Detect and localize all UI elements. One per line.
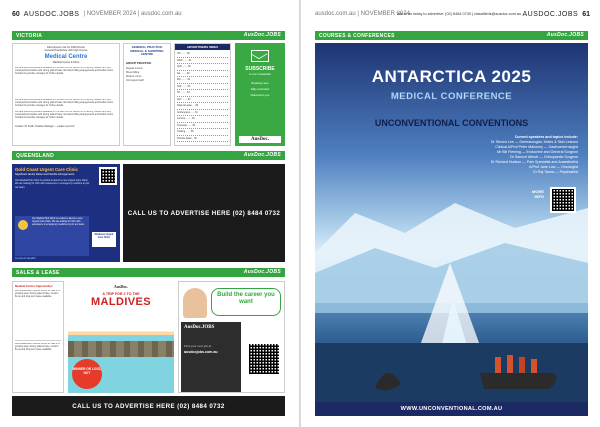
opp-body: Well established medical centre for sale in a growing area. Strong patient base, modern fit-out and long-term lease available. xyxy=(15,290,60,299)
urgent-care-ad xyxy=(12,164,120,262)
index-item: NSW ........ 61 xyxy=(177,58,228,65)
subscribe-bullet: Daily email alert xyxy=(250,88,270,91)
jobs-card xyxy=(181,322,241,392)
section-brand: AusDoc.JOBS xyxy=(243,269,281,275)
mid-bullet: Modern rooms xyxy=(126,74,142,78)
section-brand: AusDoc.JOBS xyxy=(243,152,281,158)
conference-subtitle: MEDICAL CONFERENCE xyxy=(390,91,513,102)
section-queensland xyxy=(12,151,285,160)
centre-line: General Practitioner with high income xyxy=(44,49,88,53)
index-item: Locums ......... 64 xyxy=(177,116,228,123)
mid-sub: GROUP PRACTICE xyxy=(126,60,152,65)
mid-bullet: Regular income xyxy=(126,66,143,70)
index-item: Training ....... 65 xyxy=(177,129,228,136)
subscribe-ad xyxy=(235,43,285,146)
medical-centre-ad xyxy=(12,43,120,146)
page-number: 60 xyxy=(12,10,20,18)
find-text: Find your next job at xyxy=(184,344,212,348)
section-title: COURSES & CONFERENCES xyxy=(319,32,395,39)
conference-qr-code[interactable] xyxy=(550,187,576,213)
clinic-body: Our Medical Hub Clinic is excited to launch a new Urgent Care Clinic. We are looking for GPs with experience in emergency medicine to join our team. xyxy=(15,179,90,189)
trip-text: A TRIP FOR 2 TO THE xyxy=(102,292,140,296)
index-item: Overseas ....... 64 xyxy=(177,123,228,130)
subscribe-title: SUBSCRIBE xyxy=(245,66,275,72)
brand-name: AUSDOC.JOBS xyxy=(23,10,80,18)
advertise-here-banner-qld: CALL US TO ADVERTISE HERE (02) 8484 0732 xyxy=(123,164,285,262)
jobs-qr-code[interactable] xyxy=(247,342,281,376)
centre-contact: Contact: Dr Smith, Practice Manager — please send CV xyxy=(15,124,75,128)
connect-health-logo: Connect Health xyxy=(15,256,36,260)
index-item: Sales & Lease .... 60 xyxy=(177,103,228,110)
antarctica-conference-ad xyxy=(315,43,588,416)
section-brand: AusDoc.JOBS xyxy=(243,32,281,38)
section-brand: AusDoc.JOBS xyxy=(546,32,584,38)
index-item: NT ......... 63 xyxy=(177,90,228,97)
subscribe-bullet: Breaking news xyxy=(251,82,269,85)
conference-tagline: UNCONVENTIONAL CONVENTIONS xyxy=(374,118,529,128)
clock-icon xyxy=(18,220,28,230)
conference-url[interactable]: WWW.UNCONVENTIONAL.COM.AU xyxy=(315,402,588,416)
mid-bullets xyxy=(126,67,168,83)
more-info-label: MORE INFO xyxy=(532,189,544,199)
speaker-item: Clinical A/Prof Peter Mahoney — Gastroenterologist xyxy=(495,145,578,149)
winner-badge: WINNER OR LOSS, NOT xyxy=(72,359,102,389)
clinic-title: Gold Coast Urgent Care Clinic xyxy=(15,167,78,172)
jobs-url[interactable]: ausdocjobs.com.au xyxy=(184,350,218,354)
section-title: SALES & LEASE xyxy=(16,269,60,276)
index-title: ADVERTISERS INDEX xyxy=(175,44,230,50)
clinic-details xyxy=(15,216,89,256)
index-item: VIC ........ 60 xyxy=(177,51,228,58)
speaker-item: Dr Raj Tanna — Psychiatrist xyxy=(533,170,578,174)
mid-bullet: Full support staff xyxy=(126,78,144,82)
clinic-detail-text: Our Medical Hub Clinic is excited to launch a new Urgent Care Clinic. We are looking for GPs with experience in emergency medicine to join our team. xyxy=(32,218,85,227)
speaker-list xyxy=(418,135,578,175)
opp-title: Medical Centre Opportunity! xyxy=(15,284,53,288)
brand-name: AUSDOC.JOBS xyxy=(522,10,579,18)
opp-body-2: Well established medical centre for sale in a growing area. Strong patient base, modern fit-out and long-term lease available. xyxy=(15,343,60,352)
centre-line: Recruitment now for 2025 Doctor xyxy=(46,46,86,49)
right-page xyxy=(300,0,600,427)
subscribe-bullet: Delivered to you xyxy=(250,94,270,97)
overwater-villas xyxy=(68,341,174,357)
section-courses-conferences xyxy=(315,31,588,40)
subscribe-bullets xyxy=(238,81,282,99)
right-header-right xyxy=(523,8,590,20)
centre-lines xyxy=(15,46,117,53)
clinic-sub: Significant Hourly Rates and Flexible Arrangements xyxy=(15,173,75,176)
header-info: | NOVEMBER 2024 | ausdoc.com.au xyxy=(83,11,182,17)
section-title: VICTORIA xyxy=(16,32,43,39)
header-info: ausdoc.com.au | NOVEMBER 2024 xyxy=(315,11,410,17)
shopping-centre-ad xyxy=(123,43,171,146)
index-item: QLD ........ 60 xyxy=(177,64,228,71)
ausdoc-logo: AusDoc. xyxy=(239,136,281,143)
speaker-item: Dr Samuel Abbott — Orthopaedic Surgeon xyxy=(510,155,578,159)
index-item: TAS ........ 63 xyxy=(177,84,228,91)
speaker-item: A/Prof Jane Low — Oncologist xyxy=(529,165,578,169)
career-ad xyxy=(178,281,285,393)
conference-title: ANTARCTICA 2025 xyxy=(371,67,532,86)
speakers-title: Current speakers and topics include: xyxy=(514,135,578,139)
advertise-here-banner-sales: CALL US TO ADVERTISE HERE (02) 8484 0732 xyxy=(12,396,285,416)
index-list xyxy=(175,50,230,144)
centre-body-2: Full and part-time positions available for VR and non-VR doctors in a friendly, modern and fully computerised practice with strong patient base. Excellent billing arrangements and flexible hours. Contact the practice manager for further details. xyxy=(15,98,114,108)
left-header xyxy=(12,8,182,20)
subscribe-sub: to our newsletter xyxy=(248,72,272,76)
centre-line: Medical Centre & More xyxy=(52,60,80,64)
speaker-item: Dr Steven Lee — Dermatologist, Moles & Skin Lesions xyxy=(490,140,578,144)
promo-brand: AusDoc. xyxy=(113,284,129,289)
advertisers-index xyxy=(174,43,231,146)
index-item: Conferences ...... 61 xyxy=(177,110,228,117)
section-title: QUEENSLAND xyxy=(16,152,55,159)
index-item: Practice Sales .. 65 xyxy=(177,136,228,143)
section-sales-lease xyxy=(12,268,285,277)
centre-logo: Medical Centre xyxy=(44,53,88,60)
build-career-bubble: Build the career you want xyxy=(211,288,281,316)
medical-centre-opportunity-ad xyxy=(12,281,64,393)
maldives-text: MALDIVES xyxy=(90,296,152,308)
maldives-promo-ad xyxy=(68,281,174,393)
contact-info: Talk to us today to advertise: (02) 8484 0739 | classifieds@ausdoc.com.au xyxy=(396,12,522,16)
centre-body: Full and part-time positions available for VR and non-VR doctors in a friendly, modern and fully computerised practice with strong patient base. Excellent billing arrangements and flexible hours. Contact the practice manager for further details. xyxy=(15,66,114,76)
urgent-care-badge: Medicare Urgent Care Clinic xyxy=(92,232,116,247)
index-item: WA ......... 62 xyxy=(177,77,228,84)
page-number: 61 xyxy=(582,10,590,18)
centre-body-3: Full and part-time positions available for VR and non-VR doctors in a friendly, modern and fully computerised practice with strong patient base. Excellent billing arrangements and flexible hours. Contact the practice manager for further details. xyxy=(15,110,114,120)
section-victoria xyxy=(12,31,285,40)
index-item: ACT ........ 63 xyxy=(177,97,228,104)
speaker-item: Mr Bill Fleming — Endocrine and General Surgeon xyxy=(497,150,578,154)
doctor-photo xyxy=(183,288,207,318)
mid-bullet: Mixed billing xyxy=(126,70,140,74)
qr-code xyxy=(99,167,117,185)
email-icon xyxy=(251,50,269,62)
mid-title: GENERAL PRACTICE MEDICAL & SHOPPING CENTRE xyxy=(130,45,164,57)
index-item: SA ......... 62 xyxy=(177,71,228,78)
jobs-brand: AusDoc.JOBS xyxy=(184,325,215,330)
speaker-item: Dr Richard Hudson — Pain Specialist and Anaesthetist xyxy=(490,160,578,164)
